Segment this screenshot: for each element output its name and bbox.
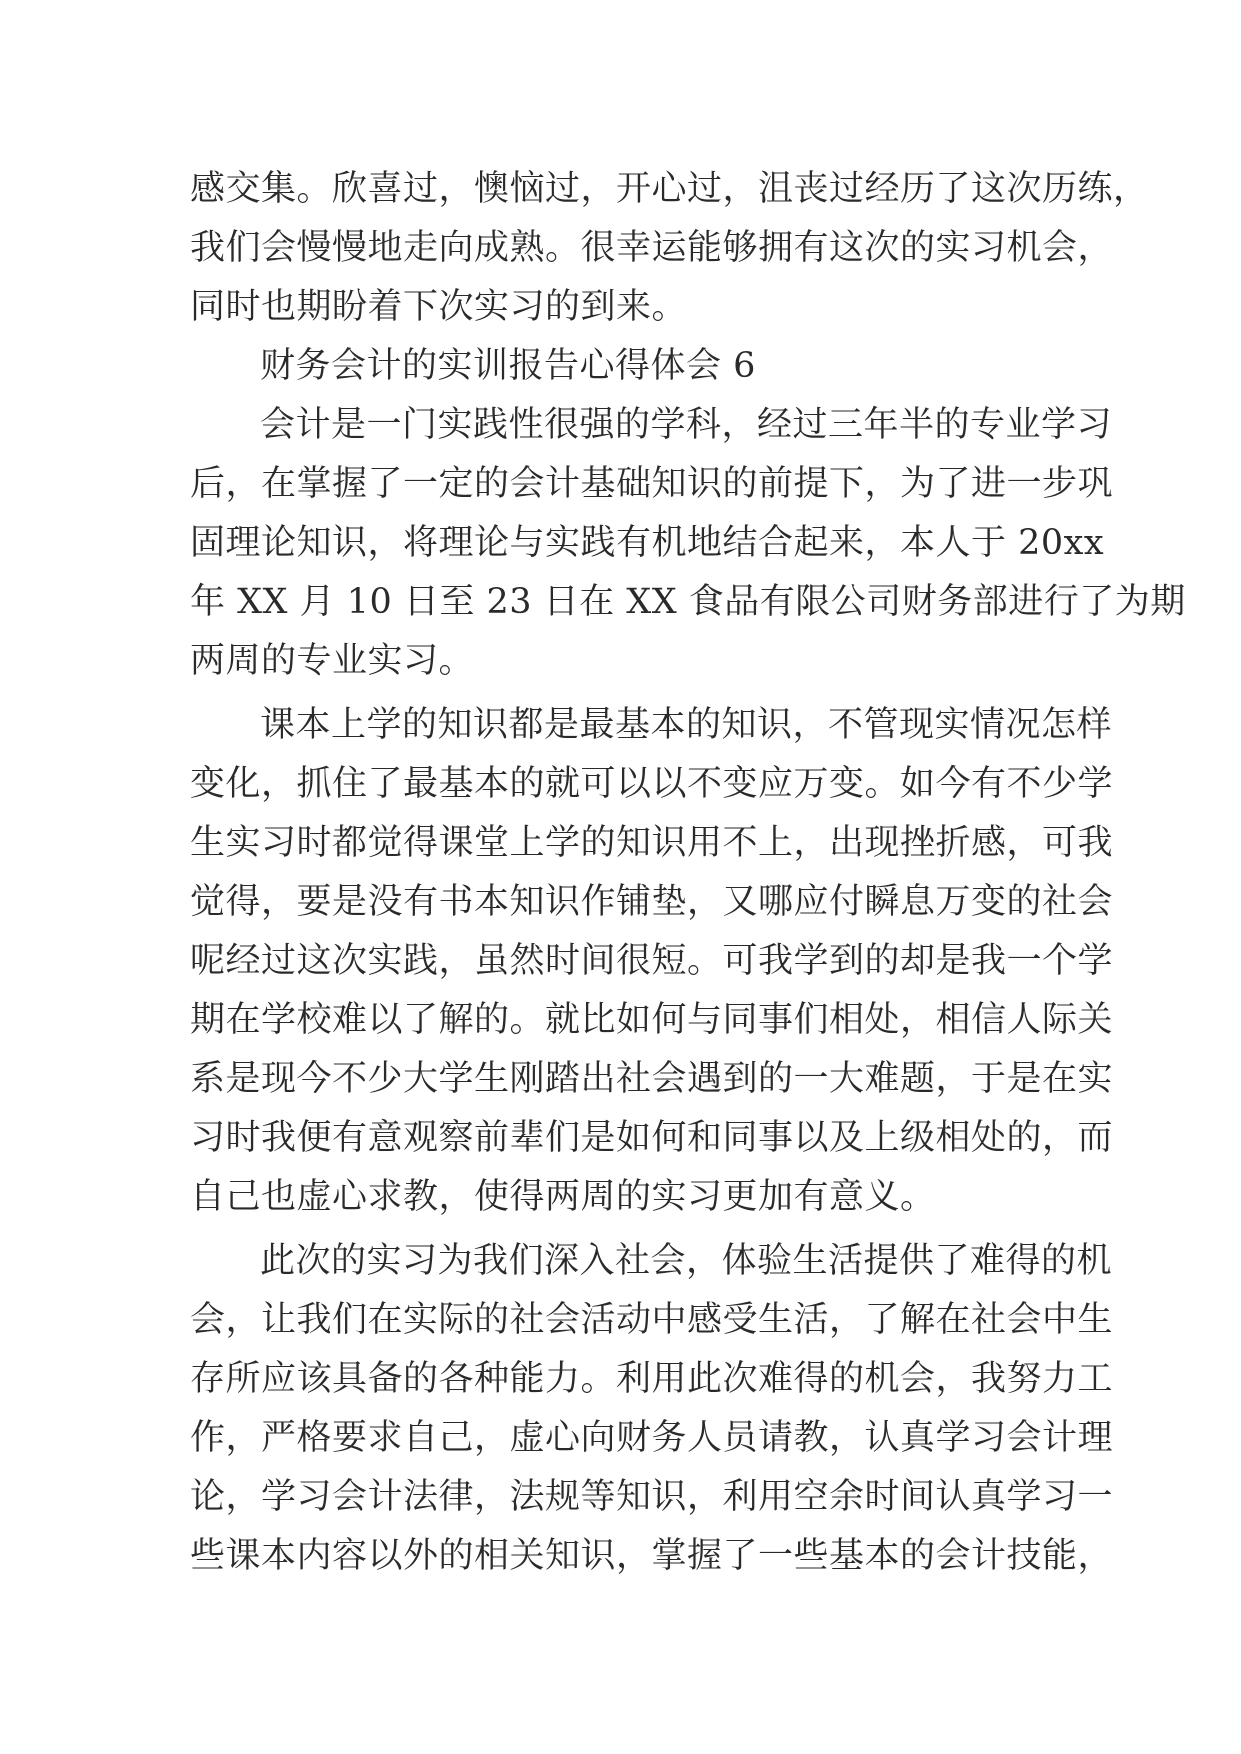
text-line: 呢经过这次实践，虽然时间很短。可我学到的却是我一个学 [190,941,1114,981]
text-line: 系是现今不少大学生刚踏出社会遇到的一大难题，于是在实 [190,1059,1114,1099]
text-line: 此次的实习为我们深入社会，体验生活提供了难得的机 [260,1241,1113,1281]
text-line: 年 XX 月 10 日至 23 日在 XX 食品有限公司财务部进行了为期 [190,582,1186,622]
text-line: 两周的专业实习。 [190,641,475,681]
document-body [190,160,1186,1586]
text-line: 后，在掌握了一定的会计基础知识的前提下，为了进一步巩 [190,464,1114,504]
text-line: 课本上学的知识都是最基本的知识，不管现实情况怎样 [260,705,1113,745]
text-line: 期在学校难以了解的。就比如何与同事们相处，相信人际关 [190,1000,1114,1040]
section-heading: 财务会计的实训报告心得体会 6 [260,346,756,386]
text-line: 感交集。欣喜过，懊恼过，开心过，沮丧过经历了这次历练， [190,169,1149,209]
text-line: 习时我便有意观察前辈们是如何和同事以及上级相处的，而 [190,1118,1114,1158]
text-line: 生实习时都觉得课堂上学的知识用不上，出现挫折感，可我 [190,823,1114,863]
text-line: 些课本内容以外的相关知识，掌握了一些基本的会计技能， [190,1536,1114,1576]
text-line: 我们会慢慢地走向成熟。很幸运能够拥有这次的实习机会， [190,228,1114,268]
text-line: 变化，抓住了最基本的就可以以不变应万变。如今有不少学 [190,764,1114,804]
text-line: 作，严格要求自己，虚心向财务人员请教，认真学习会计理 [190,1418,1114,1458]
text-line: 同时也期盼着下次实习的到来。 [190,287,688,327]
text-line: 自己也虚心求教，使得两周的实习更加有意义。 [190,1177,936,1217]
text-line: 觉得，要是没有书本知识作铺垫，又哪应付瞬息万变的社会 [190,882,1114,922]
text-line: 论，学习会计法律，法规等知识，利用空余时间认真学习一 [190,1477,1114,1517]
text-line: 会，让我们在实际的社会活动中感受生活，了解在社会中生 [190,1300,1114,1340]
text-line: 存所应该具备的各种能力。利用此次难得的机会，我努力工 [190,1359,1114,1399]
text-line: 固理论知识，将理论与实践有机地结合起来，本人于 20xx [190,523,1105,563]
text-line: 会计是一门实践性很强的学科，经过三年半的专业学习 [260,405,1113,445]
